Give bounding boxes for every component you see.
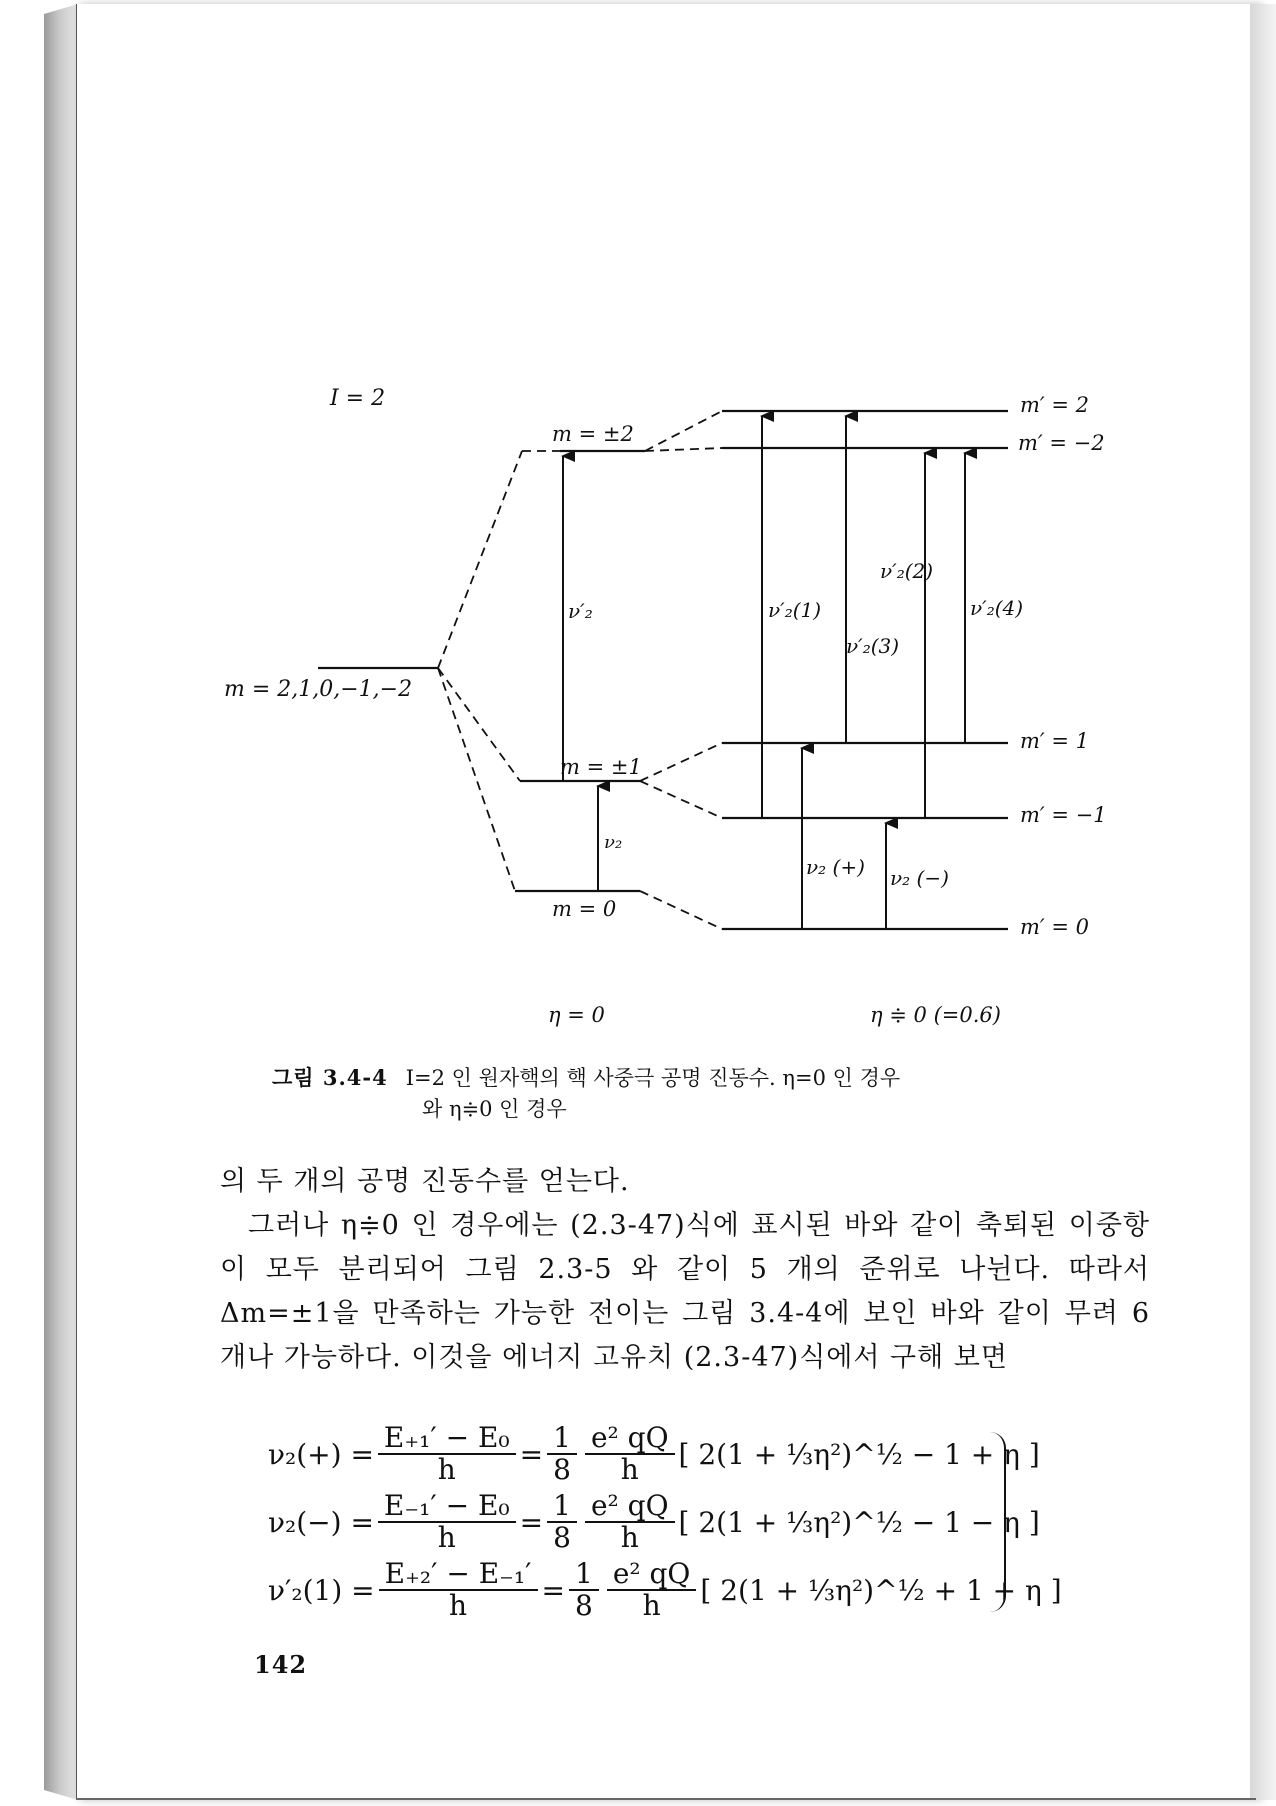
label-nu2p4: ν′₂(4) bbox=[970, 596, 1024, 620]
eq3-bracket: [ 2(1 + ⅓η²)^½ + 1 + η ] bbox=[700, 1573, 1062, 1607]
body-text bbox=[220, 1160, 1150, 1380]
page-bottom-edge bbox=[76, 1798, 1256, 1800]
eq1-den: h bbox=[437, 1453, 456, 1486]
correlation-dashes bbox=[438, 411, 722, 929]
eq2-coef bbox=[547, 1491, 577, 1553]
caption-line-2: 와 η≑0 인 경우 bbox=[422, 1097, 567, 1121]
eq1-bracket: [ 2(1 + ⅓η²)^½ − 1 + η ] bbox=[678, 1437, 1040, 1471]
eq3-c2d: h bbox=[642, 1589, 661, 1622]
label-nu2: ν₂ bbox=[604, 832, 623, 853]
label-nu2-minus: ν₂ (−) bbox=[890, 866, 949, 890]
label-mprime-minus2: m′ = −2 bbox=[1018, 431, 1105, 455]
eq1-coef bbox=[547, 1423, 577, 1485]
figure-caption bbox=[272, 1062, 1132, 1125]
eq3-lhs: ν′₂(1) = bbox=[268, 1573, 375, 1607]
eq1-coupling bbox=[585, 1423, 675, 1485]
label-mprime-1: m′ = 1 bbox=[1020, 729, 1089, 753]
eq1-lhs: ν₂(+) = bbox=[268, 1437, 374, 1471]
eq3-num: E₊₂′ − E₋₁′ bbox=[379, 1559, 538, 1591]
page-number: 142 bbox=[254, 1650, 308, 1679]
eq2-c2d: h bbox=[620, 1521, 639, 1554]
figure-number: 그림 3.4-4 bbox=[272, 1065, 388, 1090]
label-nu2-prime: ν′₂ bbox=[568, 599, 593, 623]
degenerate-level-label: m = 2,1,0,−1,−2 bbox=[224, 677, 413, 702]
eq2-coupling bbox=[585, 1491, 675, 1553]
eq3-c1d: 8 bbox=[574, 1589, 593, 1622]
eq2-c1n: 1 bbox=[547, 1491, 577, 1523]
eq1-num: E₊₁′ − E₀ bbox=[378, 1423, 516, 1455]
eq2-lhs: ν₂(−) = bbox=[268, 1505, 374, 1539]
eq2-den: h bbox=[437, 1521, 456, 1554]
column-label-eta0: η = 0 bbox=[548, 1003, 605, 1027]
caption-line-1: I=2 인 원자핵의 핵 사중극 공명 진동수. η=0 인 경우 bbox=[405, 1066, 901, 1090]
label-m-pm1: m = ±1 bbox=[560, 755, 642, 779]
label-m-pm2: m = ±2 bbox=[552, 422, 634, 446]
label-nu2-plus: ν₂ (+) bbox=[806, 855, 865, 879]
eq3-equals: = bbox=[541, 1573, 565, 1607]
eq3-energy-fraction bbox=[379, 1559, 538, 1621]
eq3-c2n: e² qQ bbox=[607, 1559, 697, 1591]
column-label-eta-nonzero: η ≑ 0 (=0.6) bbox=[870, 1003, 1001, 1027]
paragraph-1: 의 두 개의 공명 진동수를 얻는다. bbox=[220, 1166, 630, 1197]
eq1-c2d: h bbox=[620, 1453, 639, 1486]
equation-block bbox=[268, 1420, 1062, 1624]
eq3-c1n: 1 bbox=[569, 1559, 599, 1591]
eq2-bracket: [ 2(1 + ⅓η²)^½ − 1 − η ] bbox=[678, 1505, 1040, 1539]
eq1-energy-fraction bbox=[378, 1423, 516, 1485]
eq2-energy-fraction bbox=[378, 1491, 516, 1553]
label-nu2p3: ν′₂(3) bbox=[846, 634, 900, 658]
eq2-num: E₋₁′ − E₀ bbox=[378, 1491, 516, 1523]
eq2-c2n: e² qQ bbox=[585, 1491, 675, 1523]
eq1-c2n: e² qQ bbox=[585, 1423, 675, 1455]
label-mprime-minus1: m′ = −1 bbox=[1020, 803, 1107, 827]
label-mprime-0: m′ = 0 bbox=[1020, 915, 1089, 939]
equation-3 bbox=[268, 1556, 1062, 1624]
paragraph-2: 그러나 η≑0 인 경우에는 (2.3-47)식에 표시된 바와 같이 축퇴된 이중항이 모두 분리되어 그림 2.3-5 와 같이 5 개의 준위로 나뉜다. 따라서 Δm=±1을 만족하는 가능한 전이는 그림 3.4-4에 보인 바와 같이 무려 6 개나 가능하다. 이것을 에너지 고유치 (2.3-47)식에서 구해 보면 bbox=[220, 1210, 1150, 1373]
transition-arrows bbox=[563, 416, 965, 929]
label-nu2p2: ν′₂(2) bbox=[880, 559, 934, 583]
eq3-den: h bbox=[449, 1589, 468, 1622]
label-mprime-2: m′ = 2 bbox=[1020, 393, 1089, 417]
equation-right-brace bbox=[990, 1432, 1006, 1612]
label-nu2p1: ν′₂(1) bbox=[768, 598, 822, 622]
equation-2 bbox=[268, 1488, 1040, 1556]
eq1-equals: = bbox=[519, 1437, 544, 1471]
eq2-c1d: 8 bbox=[553, 1521, 571, 1554]
eq3-coef bbox=[569, 1559, 599, 1621]
eq1-c1d: 8 bbox=[553, 1453, 571, 1486]
eq1-c1n: 1 bbox=[547, 1423, 577, 1455]
equation-1 bbox=[268, 1420, 1040, 1488]
spin-label: I = 2 bbox=[330, 386, 386, 411]
eq3-coupling bbox=[607, 1559, 697, 1621]
eq2-equals: = bbox=[519, 1505, 544, 1539]
label-m-0: m = 0 bbox=[552, 897, 617, 921]
